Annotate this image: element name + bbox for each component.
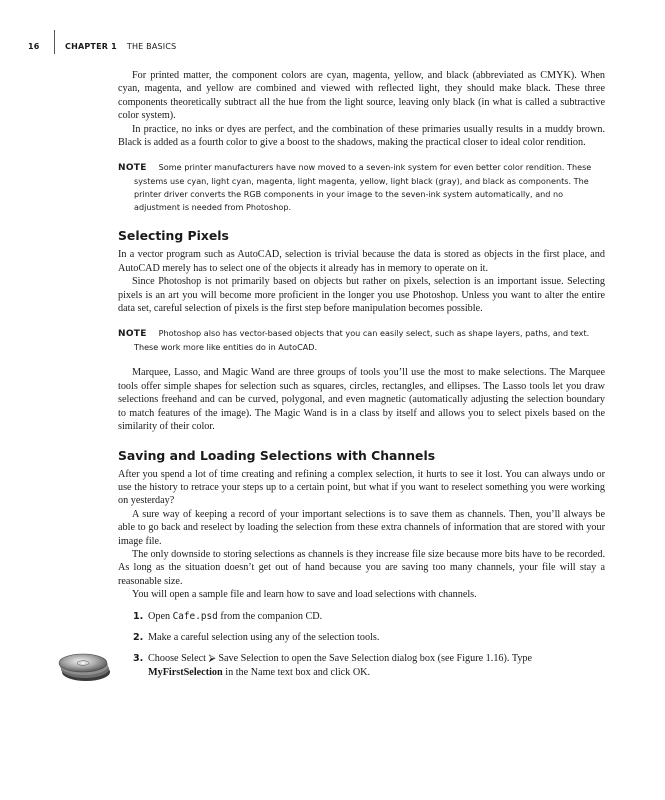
running-head <box>28 38 176 54</box>
step-number: 1. <box>133 610 144 622</box>
cd-disc-icon <box>55 644 113 684</box>
section-heading: Saving and Loading Selections with Channels <box>118 447 436 463</box>
note-label: NOTE <box>118 329 147 340</box>
paragraph: Since Photoshop is not primarily based on objects but rather on pixels, selection is an important issue. Selecting pixels is an art you will become more proficient in the longer you use Photoshop. Unless you want to alter the entire data set, careful selection of pixels is the first step before manipulation becomes possible. <box>118 276 605 315</box>
step-text: Make a careful selection using any of the selection tools. <box>148 631 380 643</box>
section-heading: Selecting Pixels <box>118 228 229 244</box>
paragraph: A sure way of keeping a record of your important selections is to save them as channels. Then, you’ll always be able to go back and reselect by loading the selection from these extra channels of information that are stored with your image file. <box>118 508 605 547</box>
step-text: Choose Select ⮚ Save Selection to open the Save Selection dialog box (see Figure 1.16). Type <box>148 653 533 665</box>
step-number: 3. <box>133 653 144 665</box>
note-box <box>118 161 605 214</box>
page-body <box>118 69 605 679</box>
list-item <box>118 610 605 623</box>
note-text: Some printer manufacturers have now moved to a seven-ink system for even better color rendition. These systems use cyan, light cyan, magenta, light magenta, yellow, light black (gray), and black as components. The printer driver converts the RGB components in your image to the seven-ink system automatically, and no adjustment is needed from Photoshop. <box>134 162 592 213</box>
step-text: Open <box>148 610 173 622</box>
note-text: Photoshop also has vector-based objects that you can easily select, such as shape layers, paths, and text. These work more like entities do in AutoCAD. <box>134 328 590 353</box>
paragraph: In practice, no inks or dyes are perfect, and the combination of these primaries usually results in a muddy brown. Black is added as a fourth color to give a boost to the shadows, making the practical closer to ideal color rendition. <box>118 123 605 149</box>
note-box <box>118 327 605 354</box>
step-text: from the companion CD. <box>217 610 323 622</box>
paragraph: In a vector program such as AutoCAD, selection is trivial because the data is stored as objects in the first place, and AutoCAD merely has to select one of the objects it already has in memory to operate on it. <box>118 249 605 274</box>
paragraph: Marquee, Lasso, and Magic Wand are three groups of tools you’ll use the most to make selections. The Marquee tools offer simple shapes for selection such as squares, circles, rectangles, and ellipses. The Lasso tools let you draw selections freehand and can be curved, polygonal, and even magnetic (automatically adjusting the selection boundary to match features of the image). The Magic Wand is in a class by itself and allows you to select pixels based on the similarity of their color. <box>118 367 605 433</box>
list-item <box>118 631 605 644</box>
paragraph: After you spend a lot of time creating and refining a complex selection, it hurts to see it lost. You can always undo or use the history to retrace your steps up to a certain point, but what if you want to reselect something you were working on yesterday? <box>118 468 605 507</box>
chapter-label: CHAPTER 1 <box>65 41 117 51</box>
steps-list <box>118 610 605 680</box>
paragraph: You will open a sample file and learn how to save and load selections with channels. <box>132 589 477 601</box>
note-label: NOTE <box>118 163 147 174</box>
typed-name: MyFirstSelection <box>148 666 223 678</box>
page-number: 16 <box>28 41 40 51</box>
filename: Cafe.psd <box>172 610 218 622</box>
paragraph: For printed matter, the component colors are cyan, magenta, yellow, and black (abbreviated as CMYK). When cyan, magenta, and yellow are combined and viewed with reflected light, they should make black. These three components theoretically subtract all the hue from the light source, leaving only black (in what is called a subtractive color system). <box>118 70 605 122</box>
step-text: in the Name text box and click OK. <box>222 666 371 678</box>
chapter-title: THE BASICS <box>126 41 177 51</box>
paragraph: The only downside to storing selections as channels is they increase file size because more bits have to be recorded. As long as the situation doesn’t get out of hand because you are saving too many channels, your file will stay a reasonable size. <box>118 548 605 587</box>
step-number: 2. <box>133 631 144 643</box>
list-item <box>118 652 605 679</box>
header-divider <box>54 30 55 54</box>
